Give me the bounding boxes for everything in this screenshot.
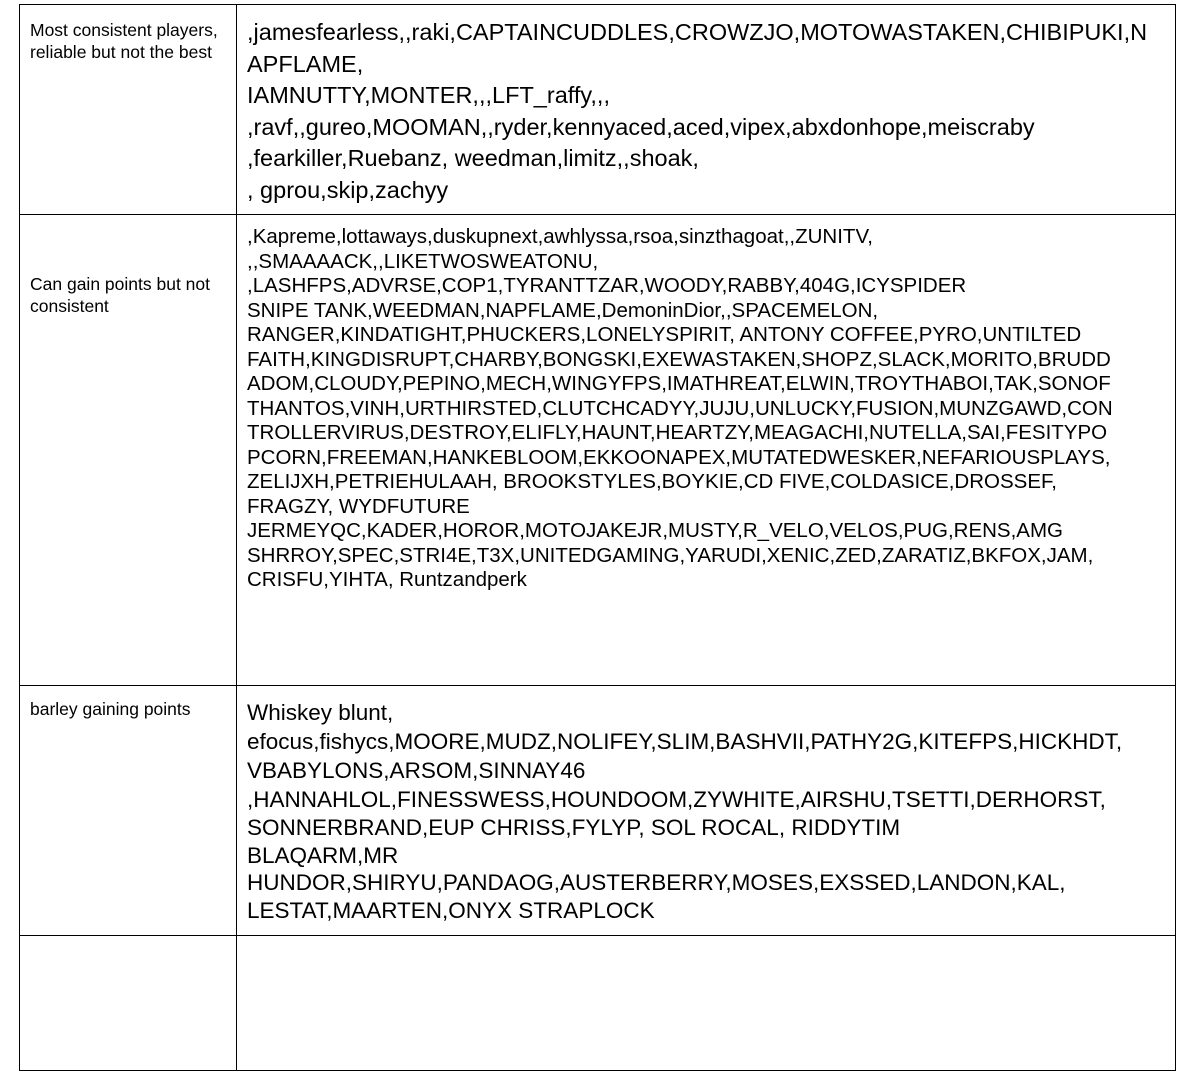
player-list-line: PCORN,FREEMAN,HANKEBLOOM,EKKOONAPEX,MUTATEDWESKER,NEFARIOUSPLAYS, (247, 445, 1111, 469)
player-list-line: ,fearkiller,Ruebanz, weedman,limitz,,shoak, (247, 145, 699, 171)
player-list-line: ,HANNAHLOL,FINESSWESS,HOUNDOOM,ZYWHITE,AIRSHU,TSETTI,DERHORST, (247, 787, 1106, 812)
player-list-line: ADOM,CLOUDY,PEPINO,MECH,WINGYFPS,IMATHREAT,ELWIN,TROYTHABOI,TAK,SONOF (247, 372, 1111, 395)
player-list-line: LESTAT,MAARTEN,ONYX STRAPLOCK (247, 897, 655, 923)
row-label: Most consistent players, reliable but not the best (30, 20, 218, 62)
player-list-line: , gprou,skip,zachyy (247, 176, 449, 203)
player-list-line: ,Kapreme,lottaways,duskupnext,awhlyssa,rsoa,sinzthagoat,,ZUNITV, (247, 225, 873, 248)
player-list-line: ,LASHFPS,ADVRSE,COP1,TYRANTTZAR,WOODY,RABBY,404G,ICYSPIDER (247, 274, 967, 297)
row-label: barley gaining points (30, 699, 191, 719)
label-cell (20, 686, 237, 936)
content-cell (237, 686, 1176, 936)
player-list-line: Whiskey blunt, (247, 700, 394, 725)
player-list-line: BLAQARM,MR (247, 842, 399, 868)
table-row-empty (20, 936, 1176, 1071)
player-list (237, 686, 1175, 924)
label-cell (20, 936, 237, 1071)
table-row-can-gain-points (20, 215, 1176, 686)
player-list-line: SHRROY,SPEC,STRI4E,T3X,UNITEDGAMING,YARUDI,XENIC,ZED,ZARATIZ,BKFOX,JAM, (247, 543, 1094, 567)
player-list-line: JERMEYQC,KADER,HOROR,MOTOJAKEJR,MUSTY,R_VELO,VELOS,PUG,RENS,AMG (247, 519, 1063, 542)
player-list-line: SONNERBRAND,EUP CHRISS,FYLYP, SOL ROCAL, RIDDYTIM (247, 815, 901, 840)
content-cell (237, 215, 1176, 686)
player-list-line: FAITH,KINGDISRUPT,CHARBY,BONGSKI,EXEWASTAKEN,SHOPZ,SLACK,MORITO,BRUDD (247, 347, 1111, 371)
row-label (20, 936, 236, 950)
player-list-line: APFLAME, (247, 50, 364, 77)
player-list-line: TROLLERVIRUS,DESTROY,ELIFLY,HAUNT,HEARTZY,MEAGACHI,NUTELLA,SAI,FESITYPO (247, 421, 1108, 444)
player-list-line: THANTOS,VINH,URTHIRSTED,CLUTCHCADYY,JUJU,UNLUCKY,FUSION,MUNZGAWD,CON (247, 396, 1113, 420)
row-label: Can gain points but not consistent (30, 274, 210, 316)
player-list-line: IAMNUTTY,MONTER,,,LFT_raffy,,, (247, 82, 610, 108)
player-tier-table (19, 4, 1176, 1071)
label-cell (20, 215, 237, 686)
player-list-line: ,jamesfearless,,raki,CAPTAINCUDDLES,CROWZJO,MOTOWASTAKEN,CHIBIPUKI,N (247, 19, 1148, 45)
player-list-line: efocus,fishycs,MOORE,MUDZ,NOLIFEY,SLIM,BASHVII,PATHY2G,KITEFPS,HICKHDT, (247, 729, 1123, 754)
player-list-line: ZELIJXH,PETRIEHULAAH, BROOKSTYLES,BOYKIE,CD FIVE,COLDASICE,DROSSEF, (247, 470, 1057, 493)
player-list (237, 215, 1175, 593)
content-cell (237, 936, 1176, 1071)
content-cell (237, 5, 1176, 215)
player-list-line: RANGER,KINDATIGHT,PHUCKERS,LONELYSPIRIT, ANTONY COFFEE,PYRO,UNTILTED (247, 323, 1082, 346)
player-list-line: FRAGZY, WYDFUTURE (247, 494, 470, 518)
player-list-line: VBABYLONS,ARSOM,SINNAY46 (247, 758, 586, 783)
table-row-most-consistent (20, 5, 1176, 215)
player-list-line: SNIPE TANK,WEEDMAN,NAPFLAME,DemoninDior,,SPACEMELON, (247, 298, 879, 322)
table-row-barley-gaining-points (20, 686, 1176, 936)
player-list-line: CRISFU,YIHTA, Runtzandperk (247, 568, 527, 591)
player-list (237, 5, 1175, 206)
label-cell (20, 5, 237, 215)
player-list-line: ,,SMAAAACK,,LIKETWOSWEATONU, (247, 249, 599, 273)
player-list-line: ,ravf,,gureo,MOOMAN,,ryder,kennyaced,aced,vipex,abxdonhope,meiscraby (247, 113, 1035, 140)
player-list-line: HUNDOR,SHIRYU,PANDAOG,AUSTERBERRY,MOSES,EXSSED,LANDON,KAL, (247, 870, 1066, 895)
